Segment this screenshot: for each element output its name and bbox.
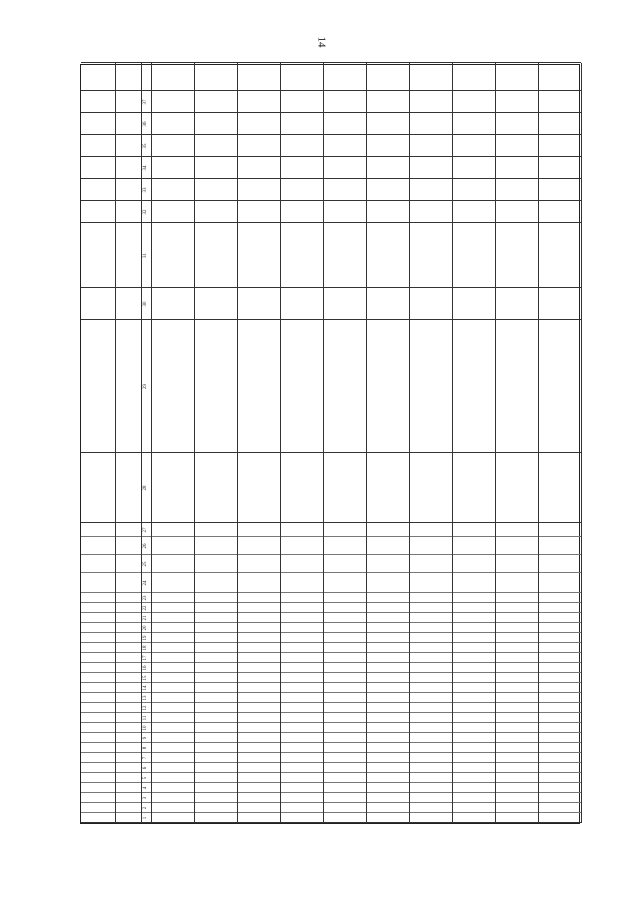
header-financial-year-column [85, 226, 125, 288]
column-number: 8 [143, 746, 148, 750]
column-number: 33 [143, 187, 148, 193]
column-rule [81, 452, 581, 453]
column-number: 22 [143, 605, 148, 611]
column-rule [81, 702, 581, 703]
row-name [454, 455, 493, 521]
row-name [411, 455, 450, 521]
column-rule [81, 200, 581, 201]
column-rule [81, 134, 581, 135]
column-number: 2 [143, 806, 148, 810]
column-rule [81, 652, 581, 653]
row-name [368, 455, 407, 521]
column-rule [81, 522, 581, 523]
row-name [497, 455, 536, 521]
column-number: 32 [143, 209, 148, 215]
header-final-value [87, 65, 117, 91]
column-number: 1 [143, 816, 148, 820]
column-number: 30 [143, 301, 148, 307]
column-rule [81, 692, 581, 693]
column-rule [81, 642, 581, 643]
column-rule [81, 632, 581, 633]
numbering-rule [151, 63, 152, 823]
column-number: 7 [143, 756, 148, 760]
column-number: 5 [143, 776, 148, 780]
column-number: 20 [143, 625, 148, 631]
column-number: 12 [143, 705, 148, 711]
column-rule [81, 672, 581, 673]
column-number: 29 [143, 384, 148, 389]
column-rule [81, 592, 581, 593]
column-rule [81, 287, 581, 288]
column-number: 17 [143, 655, 148, 661]
column-number: 4 [143, 786, 148, 790]
column-number: 21 [143, 615, 148, 621]
row-rule [538, 63, 539, 823]
column-rule [81, 622, 581, 623]
column-number: 34 [143, 165, 148, 171]
header-rule [115, 63, 116, 823]
column-number: 9 [143, 736, 148, 740]
row-name [239, 455, 278, 521]
column-rule [81, 90, 581, 91]
column-rule [81, 682, 581, 683]
page-number: 14 [315, 36, 328, 48]
row-name [282, 455, 321, 521]
column-number: 16 [143, 665, 148, 671]
column-number: 31 [143, 253, 148, 258]
column-rule [81, 752, 581, 753]
column-number: 18 [143, 645, 148, 651]
column-rule [81, 762, 581, 763]
column-rule [81, 612, 581, 613]
row-rule [581, 63, 582, 823]
column-rule [81, 772, 581, 773]
column-rule [81, 319, 581, 320]
column-number: 19 [143, 635, 148, 641]
column-rule [81, 178, 581, 179]
row-rule [237, 63, 238, 823]
column-rule [81, 554, 581, 555]
column-number: 23 [143, 595, 148, 601]
column-number: 35 [143, 143, 148, 149]
row-name [153, 455, 192, 521]
column-rule [81, 722, 581, 723]
column-rule [81, 112, 581, 113]
header-rule [141, 63, 142, 823]
row-rule [409, 63, 410, 823]
column-number: 13 [143, 695, 148, 701]
column-number: 25 [143, 561, 148, 567]
column-rule [81, 662, 581, 663]
row-rule [323, 63, 324, 823]
row-rule [495, 63, 496, 823]
column-rule [81, 732, 581, 733]
column-rule [81, 822, 581, 823]
column-number: 6 [143, 766, 148, 770]
column-number: 37 [143, 99, 148, 105]
row-rule [280, 63, 281, 823]
row-name [196, 455, 235, 521]
column-rule [81, 602, 581, 603]
column-number: 11 [143, 715, 148, 721]
row-rule [366, 63, 367, 823]
row-rule [452, 63, 453, 823]
row-rule [194, 63, 195, 823]
column-number: 24 [143, 580, 148, 586]
column-rule [81, 802, 581, 803]
column-rule [81, 62, 581, 63]
column-number: 3 [143, 796, 148, 800]
column-number: 36 [143, 121, 148, 127]
column-rule [81, 782, 581, 783]
column-rule [81, 812, 581, 813]
header-name-column [85, 323, 125, 453]
column-number: 14 [143, 685, 148, 691]
header-group-code [87, 573, 115, 813]
column-rule [81, 536, 581, 537]
column-rule [81, 742, 581, 743]
column-rule [81, 222, 581, 223]
column-number: 15 [143, 675, 148, 681]
column-rule [81, 572, 581, 573]
column-rule [81, 712, 581, 713]
column-rule [81, 156, 581, 157]
row-name [325, 455, 364, 521]
column-number: 26 [143, 543, 148, 549]
header-group-program-code [87, 453, 115, 573]
row-name [540, 455, 579, 521]
column-rule [81, 792, 581, 793]
column-number: 28 [143, 485, 148, 491]
rotated-program-table [80, 64, 580, 824]
column-number: 27 [143, 527, 148, 533]
column-number: 10 [143, 725, 148, 731]
